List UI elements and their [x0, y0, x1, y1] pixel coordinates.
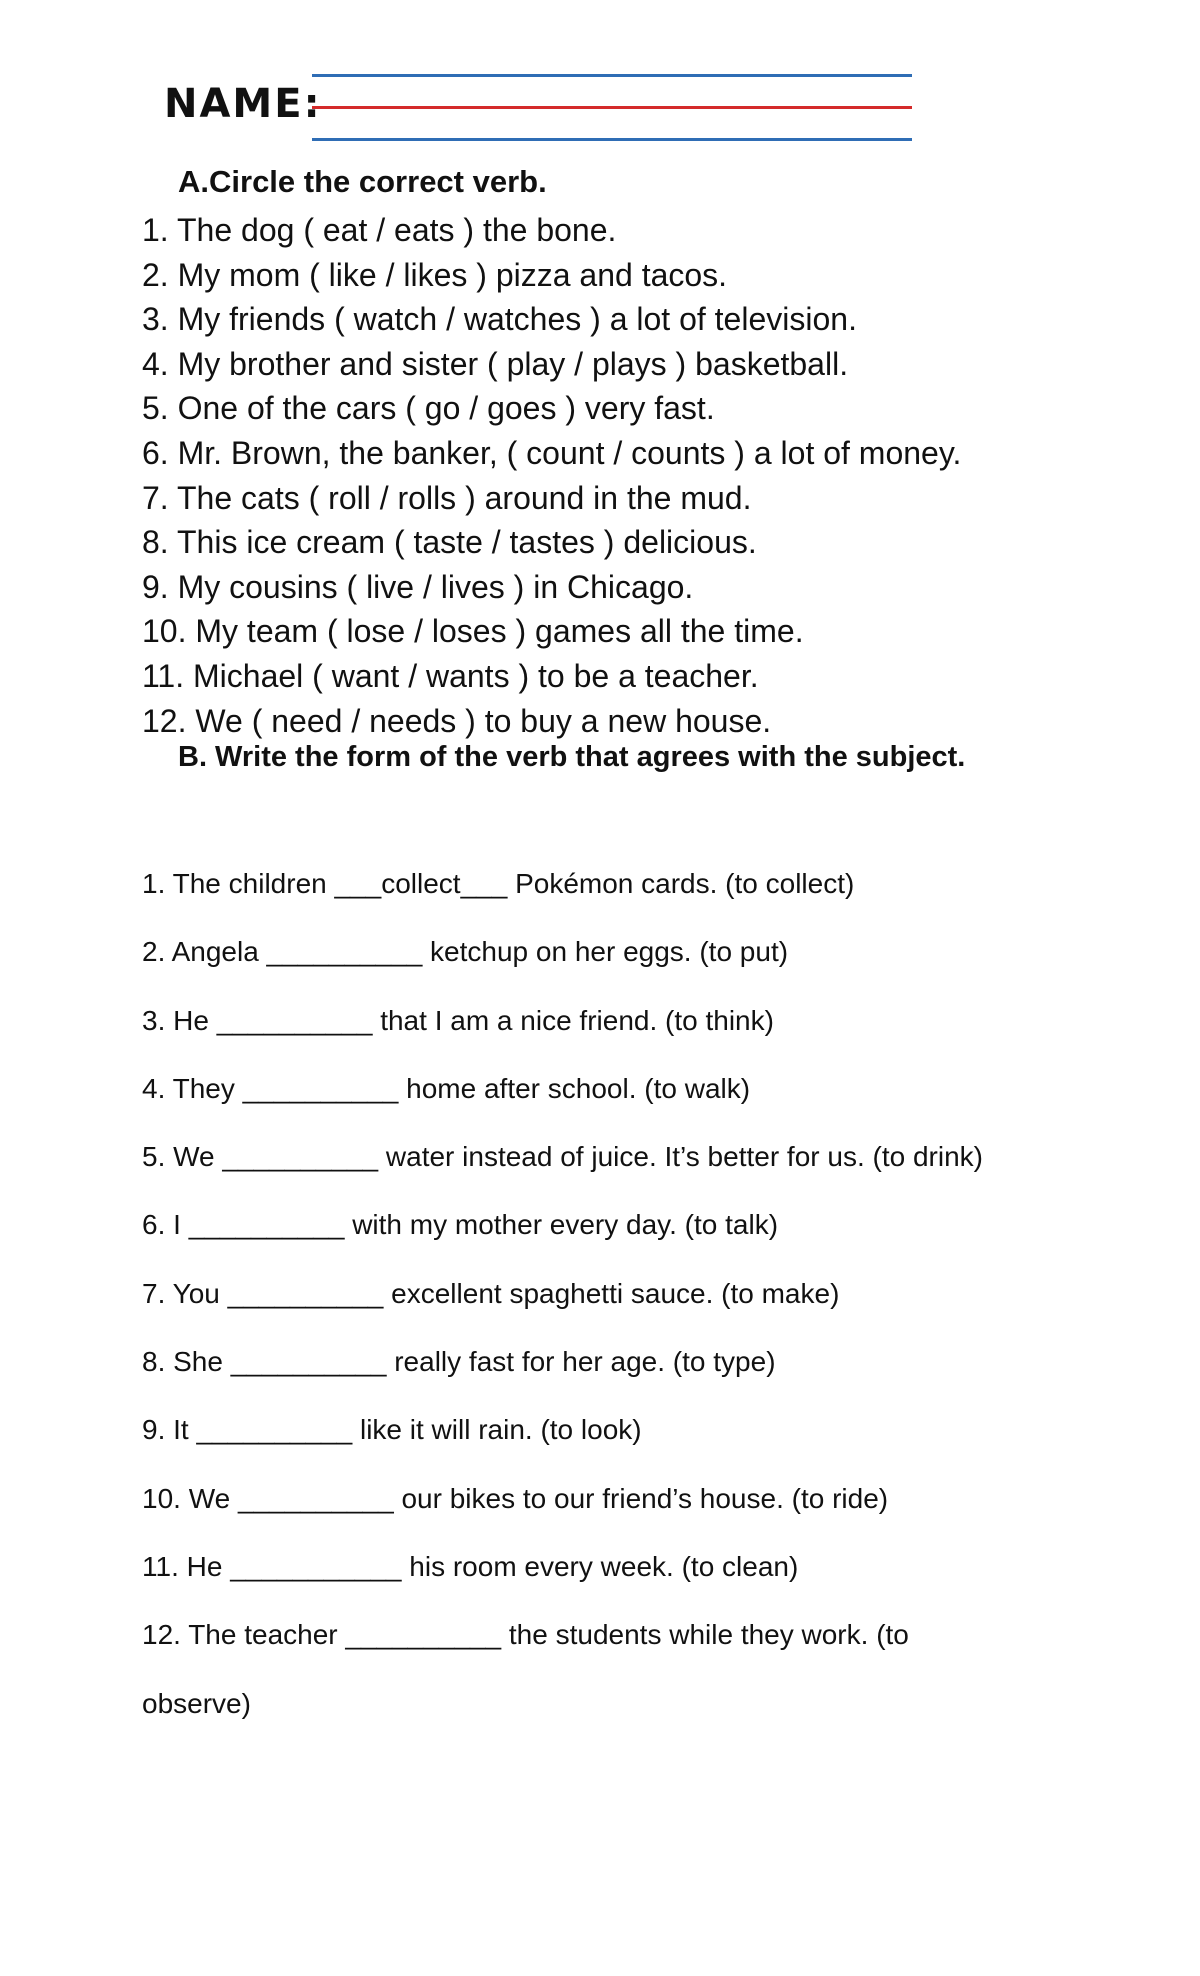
section-a-item: 7. The cats ( roll / rolls ) around in the mud.	[142, 479, 752, 516]
section-a-item: 1. The dog ( eat / eats ) the bone.	[142, 212, 617, 248]
section-b-item: 10. We __________ our bikes to our friend’s house. (to ride)	[142, 1482, 889, 1514]
section-b-list	[142, 850, 983, 1738]
section-b-item: 5. We __________ water instead of juice. It’s better for us. (to drink)	[142, 1141, 983, 1173]
section-b-item-continuation: observe)	[142, 1687, 251, 1719]
section-b-item: 4. They __________ home after school. (to walk)	[142, 1072, 751, 1104]
section-b-heading-text: Write the form of the verb that agrees with the subject.	[215, 741, 966, 773]
section-b-item: 6. I __________ with my mother every day. (to talk)	[142, 1209, 779, 1241]
section-b-heading	[178, 743, 965, 772]
section-b-item: 9. It __________ like it will rain. (to look)	[142, 1414, 642, 1446]
section-b-item: 3. He __________ that I am a nice friend. (to think)	[142, 1004, 774, 1036]
section-a-item: 2. My mom ( like / likes ) pizza and tacos.	[142, 256, 728, 293]
section-a-item: 3. My friends ( watch / watches ) a lot of television.	[142, 301, 857, 338]
section-a-list	[142, 208, 961, 743]
section-b-item: 7. You __________ excellent spaghetti sauce. (to make)	[142, 1277, 840, 1309]
name-line-top	[312, 74, 912, 77]
section-a-heading: A.Circle the correct verb.	[178, 164, 547, 199]
section-a-item: 12. We ( need / needs ) to buy a new house.	[142, 702, 772, 739]
section-a-item: 5. One of the cars ( go / goes ) very fast.	[142, 390, 715, 427]
section-a-item: 11. Michael ( want / wants ) to be a teacher.	[142, 657, 759, 694]
section-b-letter: B.	[178, 741, 207, 773]
section-b-item: 12. The teacher __________ the students while they work. (to	[142, 1619, 909, 1651]
section-b-item: 8. She __________ really fast for her age. (to type)	[142, 1346, 776, 1378]
section-a-item: 9. My cousins ( live / lives ) in Chicago.	[142, 568, 694, 605]
section-a-item: 4. My brother and sister ( play / plays ) basketball.	[142, 345, 849, 382]
name-line-middle	[312, 106, 912, 109]
name-label: NAME:	[164, 81, 322, 127]
section-b-item: 2. Angela __________ ketchup on her eggs. (to put)	[142, 936, 789, 968]
name-line-bottom	[312, 138, 912, 141]
section-a-item: 6. Mr. Brown, the banker, ( count / counts ) a lot of money.	[142, 434, 962, 471]
section-a-item: 8. This ice cream ( taste / tastes ) delicious.	[142, 524, 757, 561]
section-b-item: 11. He ___________ his room every week. (to clean)	[142, 1550, 799, 1582]
section-a-item: 10. My team ( lose / loses ) games all the time.	[142, 613, 804, 650]
section-b-item: 1. The children ___collect___ Pokémon cards. (to collect)	[142, 868, 855, 899]
